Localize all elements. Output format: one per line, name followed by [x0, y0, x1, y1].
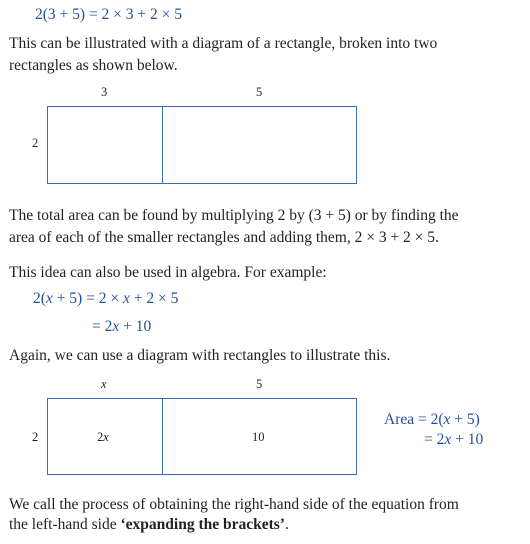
outer-rectangle [47, 398, 357, 475]
paragraph-intro-line2: rectangles as shown below. [9, 57, 178, 74]
divider-line [162, 398, 163, 475]
paragraph-conclusion-line1: We call the process of obtaining the right-hand side of the equation from [9, 496, 459, 513]
cell-area-2x: 2x [97, 430, 109, 444]
divider-line [162, 106, 163, 184]
label-width-3: 3 [101, 85, 108, 99]
paragraph-algebra: This idea can also be used in algebra. For example: [9, 264, 327, 281]
outer-rectangle [47, 106, 357, 184]
paragraph-intro-line1: This can be illustrated with a diagram of a rectangle, broken into two [9, 35, 438, 52]
paragraph-conclusion-line2: the left-hand side ‘expanding the brackets’. [9, 516, 289, 533]
label-width-5: 5 [256, 377, 263, 391]
cell-area-10: 10 [252, 430, 265, 444]
area-note-line2: = 2x + 10 [424, 431, 484, 448]
equation-numeric: 2(3 + 5) = 2 × 3 + 2 × 5 [35, 6, 183, 23]
term-expanding-brackets: ‘expanding the brackets’ [120, 516, 285, 533]
label-width-x: x [101, 377, 107, 391]
label-width-5: 5 [256, 85, 263, 99]
equation-algebra-line1: 2(x + 5) = 2 × x + 2 × 5 [33, 290, 179, 307]
label-height-2: 2 [32, 430, 39, 444]
area-note-line1: Area = 2(x + 5) [384, 411, 480, 428]
paragraph-area-line2: area of each of the smaller rectangles and adding them, 2 × 3 + 2 × 5. [9, 229, 439, 246]
label-height-2: 2 [32, 136, 39, 150]
paragraph-again: Again, we can use a diagram with rectangles to illustrate this. [9, 347, 391, 364]
equation-algebra-line2: = 2x + 10 [92, 318, 152, 335]
paragraph-area-line1: The total area can be found by multiplying 2 by (3 + 5) or by finding the [9, 207, 459, 224]
